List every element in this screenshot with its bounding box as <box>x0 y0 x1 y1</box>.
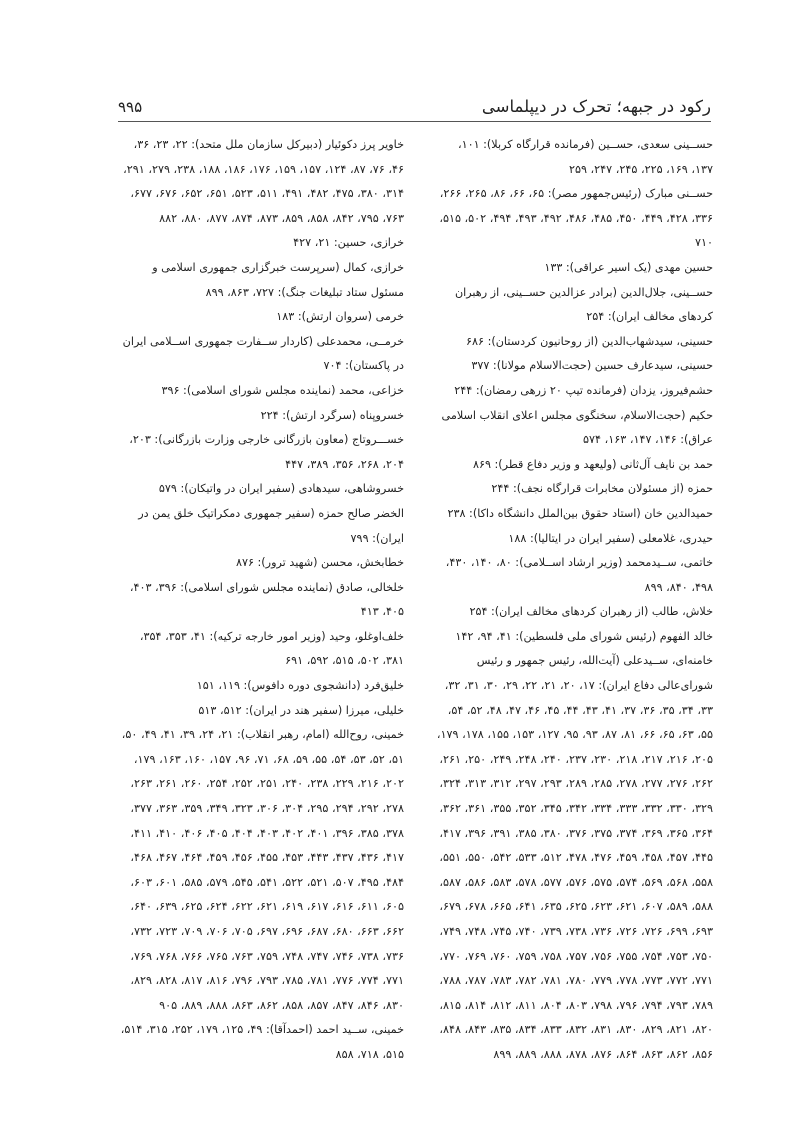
index-entry: حسینی، سیدعارف حسین (حجت‌الاسلام مولانا): ۳۷۷ <box>471 359 713 373</box>
index-entry: خالد الفهوم (رئیس شورای ملی فلسطین): ۴۱، ۹۴، ۱۴۲ <box>455 629 713 643</box>
page-header <box>118 92 711 116</box>
index-entry: حسینی، سیدشهاب‌الدین (از روحانیون کردستان): ۶۸۶ <box>466 334 713 348</box>
index-entry: خلاش، طالب (از رهبران کردهای مخالف ایران): ۲۵۴ <box>469 605 713 619</box>
header-rule <box>118 121 711 122</box>
index-entry: خزاعی، محمد (نماینده مجلس شورای اسلامی): ۳۹۶ <box>161 383 404 397</box>
index-entry: خلیق‌فرد (دانشجوی دوره دافوس): ۱۱۹، ۱۵۱ <box>196 679 404 693</box>
index-entry: خلیلی، میرزا (سفیر هند در ایران): ۵۱۲، ۵۱۳ <box>198 703 404 717</box>
index-entry: خلف‌اوغلو، وحید (وزیر امور خارجه ترکیه): ۴۱، ۳۵۳، ۳۵۴، ۳۸۱، ۵۰۲، ۵۱۵، ۵۹۲، ۶۹۱ <box>139 629 404 668</box>
index-entry: خسروشاهی، سیدهادی (سفیر ایران در واتیکان): ۵۷۹ <box>158 482 404 496</box>
index-entry: حیدری، غلامعلی (سفیر ایران در ایتالیا): ۱۸۸ <box>508 531 713 545</box>
index-entry: خطابخش، محسن (شهید ترور): ۸۷۶ <box>235 556 404 570</box>
index-entry: خامنه‌ای، ســیدعلی (آیت‌الله، رئیس جمهور و رئیس شورای‌عالی دفاع ایران): ۱۷، ۲۰، ۲۱، ۲۲، ۲۹، ۳۰، ۳۱، ۳۲، ۳۳، ۳۴، ۳۵، ۳۶، ۳۷، ۴۱، ۴۳، ۴۴، ۴۵، ۴۶، ۴۷، ۴۸، ۵۲، ۵۴، ۵۵، ۶۳، ۶۵، ۶۶، ۸۱، ۸۷، ۹۳، ۹۵، ۱۲۷، ۱۵۳، ۱۵۵، ۱۷۸، ۱۷۹، ۲۰۵، ۲۱۶، ۲۱۷، ۲۱۸، ۲۳۰، ۲۳۷، ۲۴۰، ۲۴۸، ۲۴۹، ۲۵۰، ۲۶۱، ۲۶۲، ۲۷۶، ۲۷۷، ۲۷۸، ۲۸۵، ۲۸۹، ۲۹۳، ۲۹۷، ۳۱۲، ۳۱۳، ۳۲۴، ۳۲۹، ۳۳۰، ۳۳۲، ۳۳۳، ۳۳۴، ۳۴۲، ۳۴۵، ۳۵۲، ۳۵۵، ۳۶۱، ۳۶۲، ۳۶۴، ۳۶۵، ۳۶۹، ۳۷۴، ۳۷۵، ۳۷۶، ۳۸۰، ۳۸۵، ۳۹۱، ۳۹۶، ۴۱۷، ۴۴۵، ۴۵۷، ۴۵۸، ۴۵۹، ۴۷۶، ۴۷۸، ۵۱۲، ۵۳۳، ۵۴۲، ۵۵۰، ۵۵۱، ۵۵۸، ۵۶۸، ۵۶۹، ۵۷۴، ۵۷۵، ۵۷۶، ۵۷۷، ۵۷۸، ۵۸۳، ۵۸۶، ۵۸۷، ۵۸۸، ۵۸۹، ۶۰۷، ۶۲۱، ۶۲۳، ۶۲۵، ۶۳۵، ۶۴۱، ۶۶۵، ۶۷۸، ۶۷۹، ۶۹۳، ۶۹۹، ۷۲۶، ۷۲۶، ۷۳۶، ۷۳۸، ۷۳۹، ۷۴۰، ۷۴۵، ۷۴۸، ۷۴۹، ۷۵۰، ۷۵۳، ۷۵۴، ۷۵۵، ۷۵۶، ۷۵۷، ۷۵۸، ۷۵۹، ۷۶۰، ۷۶۹، ۷۷۰، ۷۷۱، ۷۷۲، ۷۷۳، ۷۷۸، ۷۷۹، ۷۸۰، ۷۸۱، ۷۸۲، ۷۸۳، ۷۸۷، ۷۸۸، ۷۸۹، ۷۹۳، ۷۹۴، ۷۹۶، ۷۹۸، ۸۰۳، ۸۰۴، ۸۱۱، ۸۱۲، ۸۱۴، ۸۱۵، ۸۲۰، ۸۲۱، ۸۲۹، ۸۳۰، ۸۳۱، ۸۳۲، ۸۳۳، ۸۳۴، ۸۳۵، ۸۴۳، ۸۴۸، ۸۵۶، ۸۶۲، ۸۶۳، ۸۶۴، ۸۷۶، ۸۷۸، ۸۸۸، ۸۸۹، ۸۹۹ <box>436 654 713 1061</box>
page-number: ۹۹۵ <box>118 98 143 116</box>
index-entry: خلخالی، صادق (نماینده مجلس شورای اسلامی): ۳۹۶، ۴۰۳، ۴۰۵، ۴۱۳ <box>129 580 404 619</box>
index-entry: خسروپناه (سرگرد ارتش): ۲۲۴ <box>260 408 404 422</box>
index-entry: خمینی، روح‌الله (امام، رهبر انقلاب): ۲۱، ۲۴، ۳۹، ۴۱، ۴۹، ۵۰، ۵۱، ۵۲، ۵۳، ۵۴، ۵۵، ۵۹، ۶۸، ۷۱، ۹۶، ۱۵۷، ۱۶۰، ۱۶۳، ۱۷۹، ۲۰۲، ۲۱۶، ۲۲۹، ۲۳۸، ۲۴۰، ۲۵۱، ۲۵۲، ۲۵۴، ۲۶۰، ۲۶۱، ۲۶۳، ۲۷۸، ۲۹۲، ۲۹۴، ۲۹۵، ۳۰۴، ۳۰۶، ۳۲۳، ۳۴۹، ۳۵۹، ۳۶۳، ۳۷۷، ۳۷۸، ۳۸۵، ۳۹۶، ۴۰۱، ۴۰۲، ۴۰۳، ۴۰۴، ۴۰۵، ۴۰۶، ۴۱۰، ۴۱۱، ۴۱۷، ۴۳۶، ۴۳۷، ۴۴۳، ۴۵۳، ۴۵۵، ۴۵۶، ۴۵۹، ۴۶۴، ۴۶۷، ۴۶۸، ۴۸۴، ۴۹۵، ۵۰۷، ۵۲۱، ۵۲۲، ۵۴۱، ۵۴۵، ۵۷۹، ۵۸۵، ۶۰۱، ۶۰۳، ۶۰۵، ۶۱۱، ۶۱۶، ۶۱۷، ۶۱۹، ۶۲۱، ۶۲۲، ۶۲۴، ۶۲۵، ۶۳۹، ۶۴۰، ۶۶۲، ۶۶۳، ۶۸۰، ۶۸۷، ۶۹۶، ۶۹۷، ۷۰۵، ۷۰۶، ۷۰۹، ۷۲۳، ۷۳۲، ۷۳۶، ۷۳۸، ۷۴۶، ۷۴۷، ۷۴۸، ۷۵۹، ۷۶۳، ۷۶۵، ۷۶۶، ۷۶۸، ۷۶۹، ۷۷۱، ۷۷۴، ۷۷۶، ۷۸۱، ۷۸۵، ۷۹۳، ۷۹۶، ۸۱۶، ۸۱۷، ۸۲۸، ۸۲۹، ۸۳۰، ۸۴۶، ۸۴۷، ۸۵۷، ۸۵۸، ۸۶۲، ۸۶۳، ۸۸۸، ۸۸۹، ۹۰۵ <box>121 728 404 1012</box>
index-entry: حســینی، جلال‌الدین (برادر عزالدین حســینی، از رهبران کردهای مخالف ایران): ۲۵۴ <box>454 285 713 324</box>
index-entry: حکیم (حجت‌الاسلام، سخنگوی مجلس اعلای انقلاب اسلامی عراق): ۱۴۶، ۱۴۷، ۱۶۳، ۵۷۴ <box>441 408 713 447</box>
index-entry: خرازی، کمال (سرپرست خبرگزاری جمهوری اسلامی و مسئول ستاد تبلیغات جنگ): ۷۲۷، ۸۶۳، ۸۹۹ <box>152 260 404 299</box>
index-entry: خرمــی، محمدعلی (کاردار ســفارت جمهوری اســلامی ایران در پاکستان): ۷۰۴ <box>122 334 404 373</box>
index-entry: خاویر پرز دکوئیار (دبیرکل سازمان ملل متحد): ۲۲، ۲۳، ۳۶، ۴۶، ۷۶، ۸۷، ۱۲۴، ۱۵۷، ۱۵۹، ۱۷۶، ۱۸۶، ۱۸۸، ۲۳۸، ۲۷۹، ۲۹۱، ۳۱۴، ۳۸۰، ۴۷۵، ۴۸۲، ۴۹۱، ۵۱۱، ۵۲۳، ۶۵۱، ۶۵۲، ۶۷۶، ۶۷۷، ۷۶۳، ۷۹۵، ۸۴۲، ۸۵۸، ۸۵۹، ۸۷۳، ۸۷۴، ۸۷۷، ۸۸۰، ۸۸۲ <box>123 138 404 225</box>
index-entry: حسین مهدی (یک اسیر عراقی): ۱۳۳ <box>544 260 713 274</box>
index-column-left <box>118 133 404 1068</box>
index-entry: الخضر صالح حمزه (سفیر جمهوری دمکراتیک خلق یمن در ایران): ۷۹۹ <box>138 506 404 545</box>
index-entry: حمیدالدین خان (استاد حقوق بین‌الملل دانشگاه داکا): ۲۳۸ <box>447 506 713 520</box>
index-column-right <box>433 133 713 1068</box>
index-entry: حســینی سعدی، حســین (فرمانده قرارگاه کربلا): ۱۰۱، ۱۳۷، ۱۶۹، ۲۲۵، ۲۴۵، ۲۴۷، ۲۵۹ <box>457 138 713 176</box>
index-entry: حمزه (از مسئولان مخابرات قرارگاه نجف): ۲۴۴ <box>491 482 713 496</box>
index-entry: حشم‌فیروز، یزدان (فرمانده تیپ ۲۰ زرهی رمضان): ۲۴۴ <box>454 383 713 397</box>
index-entry: خمینی، ســید احمد (احمدآقا): ۴۹، ۱۲۵، ۱۷۹، ۲۵۲، ۳۱۵، ۵۱۴، ۵۱۵، ۷۱۸، ۸۵۸ <box>120 1023 404 1061</box>
index-entry: خاتمی، ســیدمحمد (وزیر ارشاد اســلامی): ۸۰، ۱۴۰، ۴۳۰، ۴۹۸، ۸۴۰، ۸۹۹ <box>445 556 713 594</box>
index-entry: خســـروتاج (معاون بازرگانی خارجی وزارت بازرگانی): ۲۰۳، ۲۰۴، ۲۶۸، ۳۵۶، ۳۸۹، ۴۴۷ <box>129 433 404 471</box>
index-entry: حســنی مبارک (رئیس‌جمهور مصر): ۶۵، ۶۶، ۸۶، ۲۶۵، ۲۶۶، ۳۳۶، ۴۲۸، ۴۴۹، ۴۵۰، ۴۸۵، ۴۸۶، ۴۹۲، ۴۹۳، ۴۹۴، ۵۰۲، ۵۱۵، ۷۱۰ <box>439 187 713 250</box>
index-entry: خرازی، حسین: ۲۱، ۴۲۷ <box>293 236 404 250</box>
index-entry: خرمی (سروان ارتش): ۱۸۳ <box>276 310 404 324</box>
index-entry: حمد بن نایف آل‌ثانی (ولیعهد و وزیر دفاع قطر): ۸۶۹ <box>472 457 713 471</box>
running-title: رکود در جبهه؛ تحرک در دیپلماسی <box>481 97 711 116</box>
